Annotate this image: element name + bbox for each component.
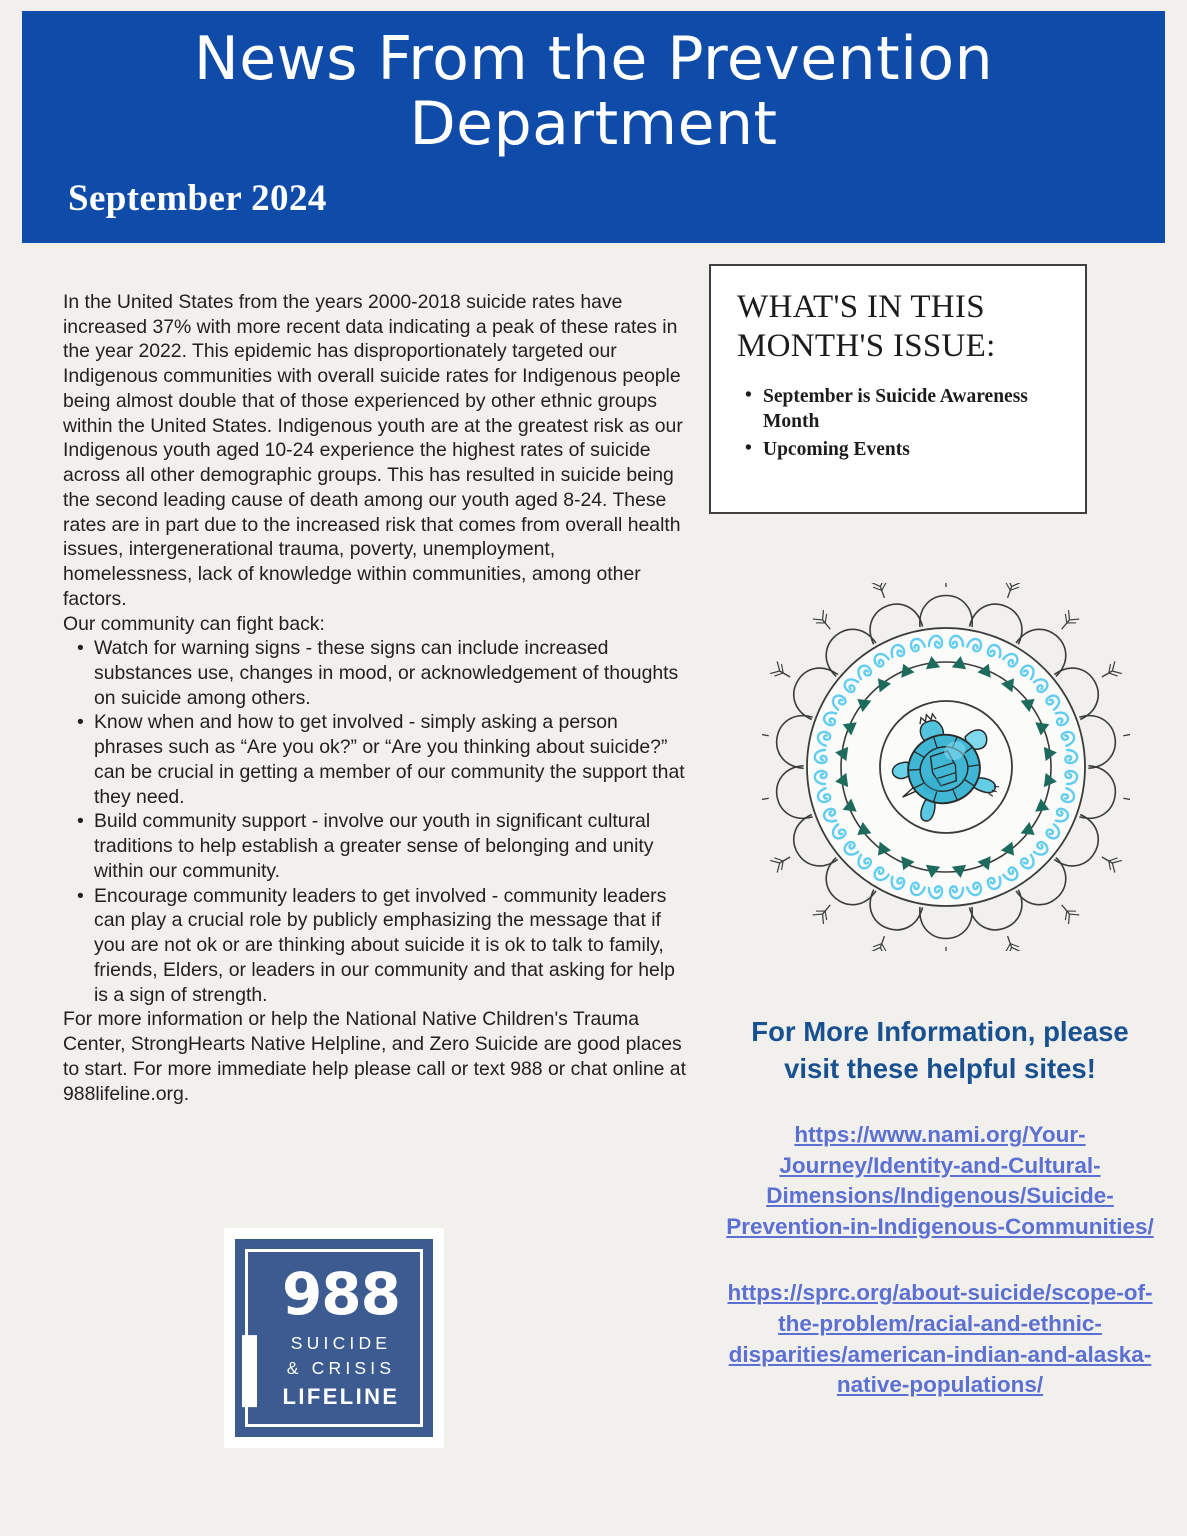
logo-blue-panel (232, 1236, 436, 1440)
article-paragraph-closing: For more information or help the National Native Children's Trauma Center, StrongHearts Native Helpline, and Zero Suicide are good places to start. For more immediate help please call or text 988 or chat online at 988lifeline.org. (63, 1008, 686, 1105)
list-item-label: Encourage community leaders to get involved - community leaders can play a crucial role by publicly emphasizing the message that if you are not ok or are thinking about suicide it is ok to talk to family, friends, Elders, or leaders in our community and that asking for help is a sign of strength. (94, 884, 675, 1006)
list-item (63, 809, 688, 883)
bullet-icon: • (745, 437, 752, 459)
logo-line-suicide: SUICIDE (290, 1332, 392, 1353)
logo-number-988: 988 (281, 1259, 401, 1328)
list-item (63, 884, 688, 1008)
list-item-label: Build community support - involve our youth in significant cultural traditions to help establish a greater sense of belonging and unity within our community. (94, 810, 654, 882)
more-information-heading: For More Information, please visit these helpful sites! (751, 1016, 1129, 1084)
list-item (737, 437, 1061, 462)
logo-line-crisis: & CRISIS (286, 1357, 396, 1378)
issue-contents-list (737, 384, 1061, 462)
bullet-icon: • (77, 637, 84, 660)
logo-text-stack (235, 1239, 433, 1437)
logo-line-lifeline: LIFELINE (282, 1383, 400, 1409)
list-item (63, 710, 688, 809)
issue-box-title: WHAT'S IN THIS MONTH'S ISSUE: (737, 289, 996, 364)
action-bullet-list (63, 636, 688, 1007)
turtle-mandala-illustration (762, 583, 1130, 951)
bullet-icon: • (77, 810, 84, 833)
list-item-label: Upcoming Events (763, 438, 910, 460)
bullet-icon: • (745, 384, 752, 406)
list-item (737, 384, 1061, 435)
resource-link-sprc[interactable]: https://sprc.org/about-suicide/scope-of-the-problem/racial-and-ethnic-disparities/american-indian-and-alaska-native-populations/ (727, 1280, 1153, 1398)
list-item-label: Watch for warning signs - these signs can include increased substances use, changes in mood, or acknowledgement of thoughts on suicide among others. (94, 637, 679, 709)
bullet-icon: • (77, 884, 84, 907)
988-lifeline-logo (224, 1228, 444, 1448)
list-item-label: Know when and how to get involved - simply asking a person phrases such as “Are you ok?” or “Are you thinking about suicide?” can be crucial in getting a member of our community the support that they need. (94, 711, 685, 808)
article-paragraph-intro: In the United States from the years 2000-2018 suicide rates have increased 37% with more recent data indicating a peak of these rates in the year 2022. This epidemic has disproportionately targeted our Indigenous communities with overall suicide rates for Indigenous people being almost double that of those experienced by other ethnic groups within the United States. Indigenous youth are at the greatest risk as our Indigenous youth aged 10-24 experience the highest rates of suicide across all other demographic groups. This has resulted in suicide being the second leading cause of death among our youth aged 8-24. These rates are in part due to the increased risk that comes from overall health issues, intergenerational trauma, poverty, unemployment, homelessness, lack of knowledge within communities, among other factors. (63, 291, 683, 610)
list-item (63, 636, 688, 710)
article-lead-in: Our community can fight back: (63, 612, 325, 635)
bullet-icon: • (77, 711, 84, 734)
helpful-sites-links (722, 1120, 1158, 1401)
newsletter-header-banner (22, 11, 1165, 243)
page-title: News From the Prevention Department (193, 24, 994, 160)
list-item-label: September is Suicide Awareness Month (763, 385, 1028, 433)
whats-in-this-issue-box (709, 264, 1087, 514)
issue-date: September 2024 (68, 178, 327, 219)
article-column (63, 290, 688, 1106)
resource-link-nami[interactable]: https://www.nami.org/Your-Journey/Identity-and-Cultural-Dimensions/Indigenous/Suicide-Prevention-in-Indigenous-Communities/ (726, 1122, 1154, 1239)
